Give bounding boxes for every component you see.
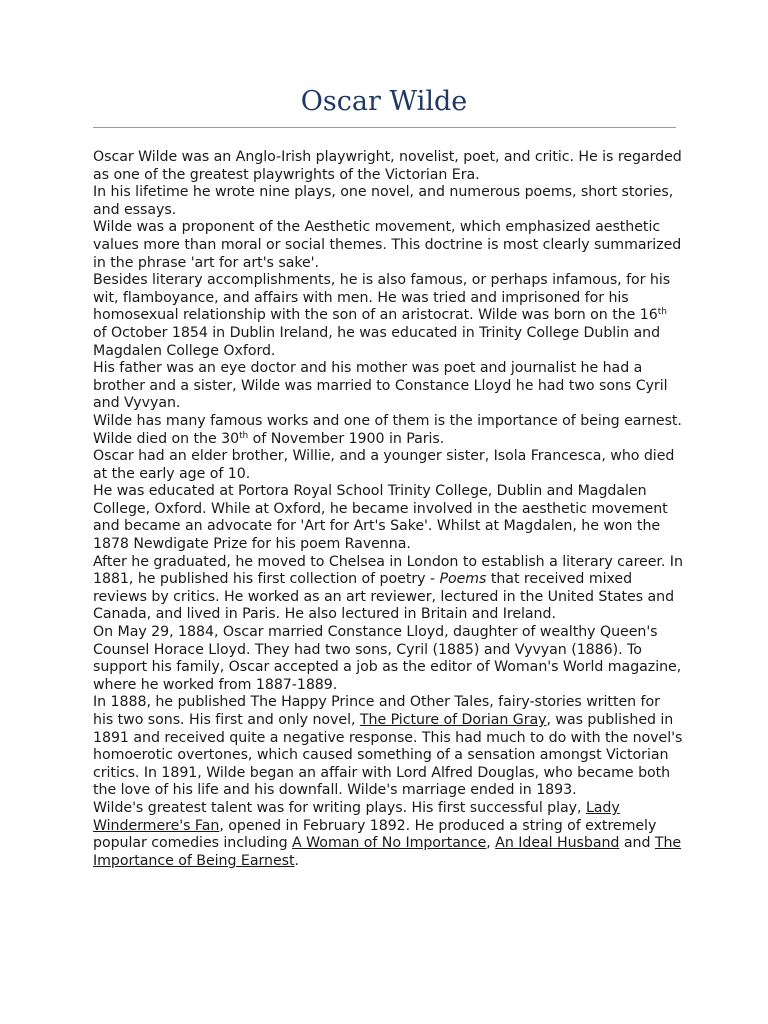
text-span: , opened in February 1892. He produced a string of extremely popular comedies including — [93, 817, 657, 852]
paragraph: He was educated at Portora Royal School Trinity College, Dublin and Magdalen College, Oxford. While at Oxford, he became involved in the aesthetic movement and became an advocate for 'Art for Art's Sake'. Whilst at Magdalen, he won the 1878 Newdigate Prize for his poem Ravenna. — [93, 483, 668, 553]
text-span: , — [486, 835, 496, 852]
link-ideal-husband[interactable]: An Ideal Husband — [495, 835, 620, 852]
paragraph: Oscar Wilde was an Anglo-Irish playwright, novelist, poet, and critic. He is regarded as one of the greatest playwrights of the Victorian Era. — [93, 149, 682, 183]
paragraph: Wilde was a proponent of the Aesthetic movement, which emphasized aesthetic values more than moral or social themes. This doctrine is most clearly summarized in the phrase 'art for art's sake'. — [93, 219, 682, 271]
text-span: After he graduated, he moved to Chelsea in London to establish a literary career. In 1881, he published his first collection of poetry - — [93, 553, 683, 588]
text-span: of October 1854 in Dublin Ireland, he was educated in Trinity College Dublin and Magdalen College Oxford. — [93, 324, 661, 359]
paragraph: Oscar had an elder brother, Willie, and a younger sister, Isola Francesca, who died at the early age of 10. — [93, 448, 675, 482]
paragraph: On May 29, 1884, Oscar married Constance Lloyd, daughter of wealthy Queen's Counsel Horace Lloyd. They had two sons, Cyril (1885) and Vyvyan (1886). To support his family, Oscar accepted a job as the editor of Woman's World magazine, where he worked from 1887-1889. — [93, 624, 682, 693]
paragraph — [93, 800, 683, 870]
paragraph — [93, 413, 683, 448]
text-span: In 1888, he published The Happy Prince and Other Tales, fairy-stories written for his two sons. His first and only novel, — [93, 694, 660, 728]
text-span: . — [294, 852, 299, 869]
paragraph — [93, 272, 683, 360]
paragraph: In his lifetime he wrote nine plays, one novel, and numerous poems, short stories, and essays. — [93, 184, 674, 218]
ordinal-suffix: th — [239, 430, 249, 441]
text-span: and — [619, 835, 655, 852]
document-title: Oscar Wilde — [300, 86, 468, 117]
text-span: of November 1900 in Paris. — [248, 430, 445, 447]
link-woman-of-no-importance[interactable]: A Woman of No Importance — [292, 835, 487, 852]
ordinal-suffix: th — [657, 307, 667, 318]
text-span: that received mixed reviews by critics. He worked as an art reviewer, lectured in the United States and Canada, and lived in Paris. He also lectured in Britain and Ireland. — [93, 571, 675, 623]
paragraph — [93, 694, 683, 800]
text-span: Wilde's greatest talent was for writing plays. His first successful play, — [93, 799, 586, 816]
italic-title: Poems — [439, 571, 487, 588]
link-importance-of-being-earnest[interactable]: The Importance of Being Earnest — [93, 835, 682, 869]
text-span: Wilde has many famous works and one of them is the importance of being earnest. Wilde died on the 30 — [93, 412, 682, 447]
paragraph — [93, 554, 683, 624]
link-lady-windermeres-fan[interactable]: Lady Windermere's Fan — [93, 799, 620, 834]
document-body — [93, 149, 683, 870]
link-dorian-gray[interactable]: The Picture of Dorian Gray — [359, 712, 547, 728]
text-span: Besides literary accomplishments, he is also famous, or perhaps infamous, for his wit, flamboyance, and affairs with men. He was tried and imprisoned for his homosexual relationship with the son of an aristocrat. Wilde was born on the 16 — [93, 272, 671, 324]
title-divider — [93, 127, 676, 128]
text-span: , was published in 1891 and received quite a negative response. This had much to do with the novel's homoerotic overtones, which caused something of a sensation amongst Victorian critics. In 1891, Wilde began an affair with Lord Alfred Douglas, who became both the love of his life and his downfall. Wilde's marriage ended in 1893. — [93, 712, 683, 799]
paragraph: His father was an eye doctor and his mother was poet and journalist he had a brother and a sister, Wilde was married to Constance Lloyd he had two sons Cyril and Vyvyan. — [93, 360, 668, 412]
